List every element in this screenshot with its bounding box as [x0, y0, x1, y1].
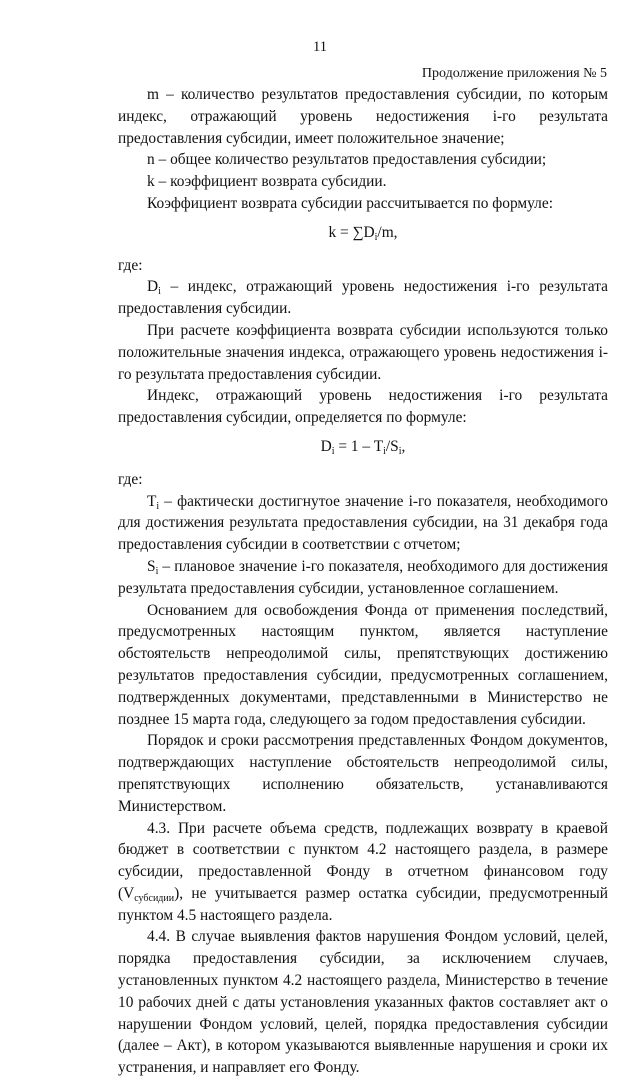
paragraph-positive-values: При расчете коэффициента возврата субсидии используются только положительные значения индекса, отражающего уровень недостижения i-го результата предоставления субсидии.	[118, 321, 608, 383]
paragraph-force-majeure: Основанием для освобождения Фонда от применения последствий, предусмотренных настоящим пунктом, является наступление обстоятельств непреодолимой силы, препятствующих достижению результатов предоставления субсидии, предусмотренных соглашением, подтвержденных документами, представленными в Министерство не позднее 15 марта года, следующего за годом предоставления субсидии.	[118, 601, 608, 728]
body-text	[118, 84, 608, 1079]
appendix-continuation-note: Продолжение приложения № 5	[421, 66, 607, 81]
paragraph-m-definition: m – количество результатов предоставления субсидии, по которым индекс, отражающий уровень недостижения i-го результата предоставления субсидии, имеет положительное значение;	[118, 86, 608, 147]
paragraph-ti-definition: $T_i$ – фактически достигнутое значение i-го показателя, необходимого для достижения результата предоставления субсидии, на 31 декабря года предоставления субсидии в соответствии с отчетом;	[118, 492, 608, 554]
where-label: где:	[118, 256, 143, 274]
paragraph-n-definition: n – общее количество результатов предоставления субсидии;	[147, 151, 547, 169]
paragraph-di-definition: $D_i$ – индекс, отражающий уровень недостижения i-го результата предоставления субсидии.	[118, 278, 608, 318]
page-number: 11	[313, 39, 327, 55]
paragraph-formula-intro: Коэффициент возврата субсидии рассчитывается по формуле:	[147, 194, 553, 212]
paragraph-clause-4-4: 4.4. В случае выявления фактов нарушения Фондом условий, целей, порядка предоставления субсидии, за исключением случаев, установленных пунктом 4.2 настоящего раздела, Министерство в течение 10 рабочих дней с даты установления указанных фактов составляет акт о нарушении Фондом условий, целей, порядка предоставления субсидии (далее – Акт), в котором указываются выявленные нарушения и сроки их устранения, и направляет его Фонду.	[118, 928, 608, 1077]
where-label: где:	[118, 470, 143, 488]
paragraph-clause-4-3: 4.3. При расчете объема средств, подлежащих возврату в краевой бюджет в соответствии с пунктом 4.2 настоящего раздела, в размере субсидии, предоставленной Фонду в отчетном финансовом году $(V_{субсидии})$, не учитывается размер остатка субсидии, предусмотренный пунктом 4.5 настоящего раздела.	[118, 819, 608, 924]
paragraph-review-procedure: Порядок и сроки рассмотрения представленных Фондом документов, подтверждающих наступление обстоятельств непреодолимой силы, препятствующих исполнению обязательств, устанавливаются Министерством.	[118, 732, 608, 815]
paragraph-index-intro: Индекс, отражающий уровень недостижения i-го результата предоставления субсидии, определяется по формуле:	[118, 387, 608, 427]
formula-return-coefficient: $k = \sum D_i/m$,	[328, 223, 398, 243]
formula-index: $D_i = 1 - T_i/S_i$,	[320, 437, 406, 457]
paragraph-k-definition: k – коэффициент возврата субсидии.	[147, 173, 387, 191]
paragraph-si-definition: $S_i$ – плановое значение i-го показателя, необходимого для достижения результата предоставления субсидии, установленное соглашением.	[118, 557, 608, 597]
